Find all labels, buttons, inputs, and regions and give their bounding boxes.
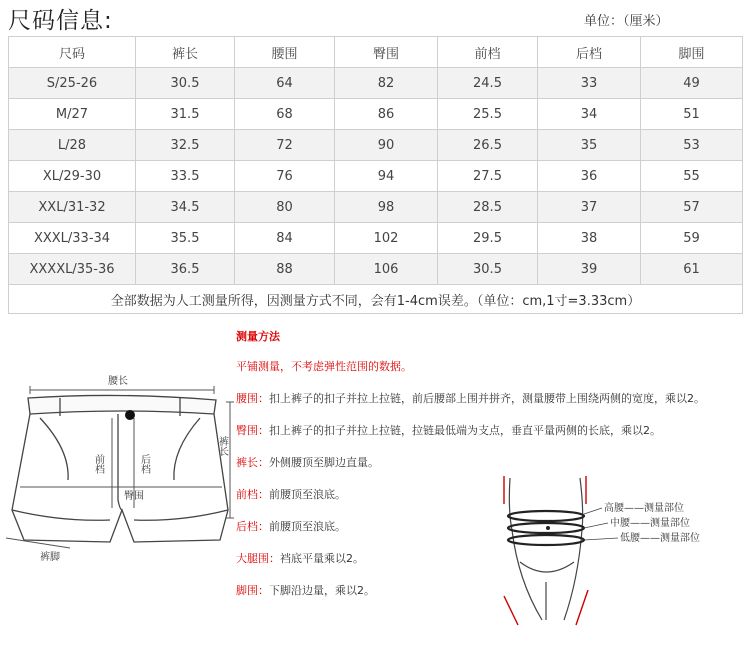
table-cell: 102 bbox=[335, 223, 438, 254]
method-item-label: 腰围： bbox=[236, 392, 269, 405]
table-cell: 59 bbox=[641, 223, 743, 254]
table-cell: 33 bbox=[538, 68, 641, 99]
label-leg-opening: 裤脚 bbox=[40, 552, 60, 563]
low-waist-label: 低腰——测量部位 bbox=[620, 533, 700, 544]
header-cell: 脚围 bbox=[641, 37, 743, 68]
table-cell: 35 bbox=[538, 130, 641, 161]
table-note: 全部数据为人工测量所得，因测量方式不同，会有1-4cm误差。（单位：cm,1寸=3.33cm） bbox=[9, 285, 743, 314]
table-cell: 39 bbox=[538, 254, 641, 285]
table-cell: 38 bbox=[538, 223, 641, 254]
body-figure bbox=[498, 470, 738, 630]
method-item-label: 后档： bbox=[236, 520, 269, 533]
table-cell: 76 bbox=[235, 161, 335, 192]
table-cell: XXXXL/35-36 bbox=[9, 254, 136, 285]
header-cell: 尺码 bbox=[9, 37, 136, 68]
table-cell: 90 bbox=[335, 130, 438, 161]
table-cell: 106 bbox=[335, 254, 438, 285]
table-note-row bbox=[9, 285, 743, 314]
table-cell: 24.5 bbox=[438, 68, 538, 99]
table-cell: 84 bbox=[235, 223, 335, 254]
table-cell: 29.5 bbox=[438, 223, 538, 254]
table-cell: 37 bbox=[538, 192, 641, 223]
method-item-label: 脚围： bbox=[236, 584, 269, 597]
label-back-rise: 后档 bbox=[138, 454, 150, 474]
table-cell: 25.5 bbox=[438, 99, 538, 130]
method-item-label: 臀围： bbox=[236, 424, 269, 437]
table-cell: 26.5 bbox=[438, 130, 538, 161]
table-cell: 53 bbox=[641, 130, 743, 161]
shorts-diagram bbox=[0, 370, 240, 570]
header-cell: 前档 bbox=[438, 37, 538, 68]
table-row bbox=[9, 130, 743, 161]
method-item-text: 扣上裤子的扣子并拉上拉链，拉链最低端为支点，垂直平量两侧的长底，乘以2。 bbox=[269, 424, 661, 437]
table-cell: 34 bbox=[538, 99, 641, 130]
table-cell: 61 bbox=[641, 254, 743, 285]
table-cell: 36.5 bbox=[136, 254, 235, 285]
method-item-label: 前档： bbox=[236, 488, 269, 501]
table-cell: 94 bbox=[335, 161, 438, 192]
method-item-label: 大腿围： bbox=[236, 552, 280, 565]
high-waist-label: 高腰——测量部位 bbox=[604, 503, 684, 514]
table-row bbox=[9, 68, 743, 99]
table-cell: 64 bbox=[235, 68, 335, 99]
table-row bbox=[9, 192, 743, 223]
label-waist: 腰长 bbox=[108, 376, 128, 387]
unit-label: 单位：（厘米） bbox=[584, 14, 669, 29]
table-cell: 36 bbox=[538, 161, 641, 192]
method-item-text: 扣上裤子的扣子并拉上拉链，前后腰部上围并拼齐，测量腰带上围绕两侧的宽度，乘以2。 bbox=[269, 392, 705, 405]
table-cell: 28.5 bbox=[438, 192, 538, 223]
table-row bbox=[9, 99, 743, 130]
method-item-text: 裆底平量乘以2。 bbox=[280, 552, 364, 565]
method-item-text: 外侧腰顶至脚边直量。 bbox=[269, 456, 379, 469]
method-item-text: 前腰顶至浪底。 bbox=[269, 488, 346, 501]
table-row bbox=[9, 254, 743, 285]
table-cell: M/27 bbox=[9, 99, 136, 130]
mid-waist-label: 中腰——测量部位 bbox=[610, 518, 690, 529]
header-cell: 后档 bbox=[538, 37, 641, 68]
table-cell: 49 bbox=[641, 68, 743, 99]
method-item bbox=[236, 390, 746, 408]
table-cell: XL/29-30 bbox=[9, 161, 136, 192]
table-cell: L/28 bbox=[9, 130, 136, 161]
label-front-rise: 前档 bbox=[92, 454, 104, 474]
method-item-text: 下脚沿边量，乘以2。 bbox=[269, 584, 375, 597]
table-cell: 57 bbox=[641, 192, 743, 223]
table-cell: 30.5 bbox=[438, 254, 538, 285]
table-cell: XXXL/33-34 bbox=[9, 223, 136, 254]
table-cell: 82 bbox=[335, 68, 438, 99]
table-cell: 68 bbox=[235, 99, 335, 130]
table-cell: 72 bbox=[235, 130, 335, 161]
header-cell: 臀围 bbox=[335, 37, 438, 68]
table-row bbox=[9, 223, 743, 254]
table-cell: 86 bbox=[335, 99, 438, 130]
size-table bbox=[8, 36, 743, 314]
table-row bbox=[9, 161, 743, 192]
header-cell: 裤长 bbox=[136, 37, 235, 68]
label-length: 裤长 bbox=[216, 436, 228, 456]
header-cell: 腰围 bbox=[235, 37, 335, 68]
method-item-text: 前腰顶至浪底。 bbox=[269, 520, 346, 533]
table-cell: 55 bbox=[641, 161, 743, 192]
table-cell: S/25-26 bbox=[9, 68, 136, 99]
table-cell: 27.5 bbox=[438, 161, 538, 192]
table-cell: 34.5 bbox=[136, 192, 235, 223]
page-title: 尺码信息: bbox=[8, 8, 113, 34]
method-item-label: 裤长： bbox=[236, 456, 269, 469]
table-cell: 80 bbox=[235, 192, 335, 223]
table-cell: 31.5 bbox=[136, 99, 235, 130]
table-cell: 32.5 bbox=[136, 130, 235, 161]
table-header-row bbox=[9, 37, 743, 68]
method-heading: 测量方法 bbox=[236, 330, 280, 343]
label-hip: 臀围 bbox=[124, 491, 144, 502]
method-intro: 平铺测量，不考虑弹性范围的数据。 bbox=[236, 360, 412, 373]
table-cell: XXL/31-32 bbox=[9, 192, 136, 223]
table-cell: 35.5 bbox=[136, 223, 235, 254]
table-cell: 30.5 bbox=[136, 68, 235, 99]
table-cell: 51 bbox=[641, 99, 743, 130]
table-cell: 33.5 bbox=[136, 161, 235, 192]
method-item bbox=[236, 422, 746, 440]
table-cell: 98 bbox=[335, 192, 438, 223]
table-cell: 88 bbox=[235, 254, 335, 285]
